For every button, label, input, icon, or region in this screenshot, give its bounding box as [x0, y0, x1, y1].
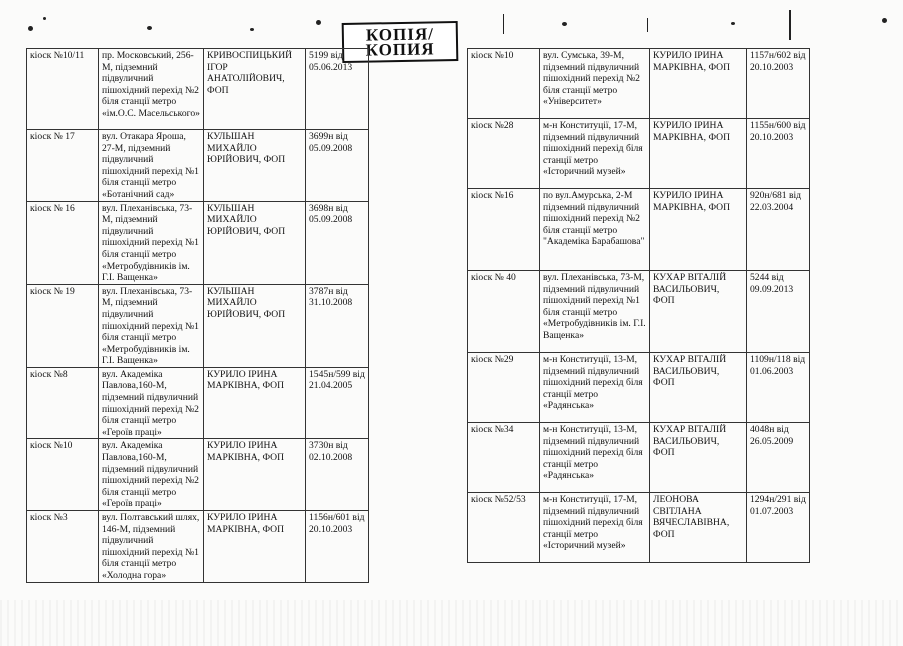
kiosk-cell: кіоск №34 — [468, 423, 540, 493]
scan-speck — [28, 26, 33, 31]
table-row — [468, 119, 810, 189]
contract-cell: 1294н/291 від 01.07.2003 — [747, 493, 810, 563]
contract-cell: 3787н від 31.10.2008 — [306, 284, 369, 367]
owner-cell: КРИВОСПИЦЬКИЙ ІГОР АНАТОЛІЙОВИЧ, ФОП — [204, 49, 306, 130]
scan-speck — [882, 18, 887, 23]
contract-cell: 1155н/600 від 20.10.2003 — [747, 119, 810, 189]
owner-cell: ЛЕОНОВА СВІТЛАНА ВЯЧЕСЛАВІВНА, ФОП — [650, 493, 747, 563]
address-cell: вул. Академіка Павлова,160-М, підземний підвуличний пішохідний перехід №2 біля станції метро «Героїв праці» — [99, 367, 204, 439]
kiosk-cell: кіоск №3 — [27, 511, 99, 583]
address-cell: м-н Конституції, 13-М, підземний підвуличний пішохідний перехід біля станції метро «Радянська» — [540, 353, 650, 423]
scan-mark — [647, 18, 648, 32]
kiosk-cell: кіоск №28 — [468, 119, 540, 189]
kiosk-cell: кіоск №8 — [27, 367, 99, 439]
scan-speck — [316, 20, 321, 25]
table-row — [468, 189, 810, 271]
address-cell: вул. Отакара Яроша, 27-М, підземний підвуличний пішохідний перехід №1 біля станції метро «Ботанічний сад» — [99, 130, 204, 202]
table-row — [468, 353, 810, 423]
address-cell: м-н Конституції, 13-М, підземний підвуличний пішохідний перехід біля станції метро «Радянська» — [540, 423, 650, 493]
kiosk-cell: кіоск №10/11 — [27, 49, 99, 130]
table-row — [27, 130, 369, 202]
table-row — [27, 511, 369, 583]
kiosk-cell: кіоск № 16 — [27, 201, 99, 284]
kiosk-cell: кіоск №10 — [27, 439, 99, 511]
address-cell: по вул.Амурська, 2-М підземний підвуличний пішохідний перехід №2 біля станції метро "Академіка Барабашова" — [540, 189, 650, 271]
kiosk-cell: кіоск № 40 — [468, 271, 540, 353]
owner-cell: КУРИЛО ІРИНА МАРКІВНА, ФОП — [650, 49, 747, 119]
contract-cell: 3699н від 05.09.2008 — [306, 130, 369, 202]
stamp-line-1: КОПІЯ/ — [365, 24, 435, 45]
table-row — [468, 49, 810, 119]
table-row — [468, 271, 810, 353]
kiosk-cell: кіоск № 19 — [27, 284, 99, 367]
owner-cell: КУРИЛО ІРИНА МАРКІВНА, ФОП — [650, 189, 747, 271]
scan-speck — [147, 26, 152, 30]
address-cell: вул. Плеханівська, 73-М, підземний підвуличний пішохідний перехід №1 біля станції метро «Метробудівників ім. Г.І. Ващенка» — [99, 284, 204, 367]
scan-speck — [562, 22, 567, 26]
owner-cell: КУРИЛО ІРИНА МАРКІВНА, ФОП — [204, 439, 306, 511]
contract-cell: 3730н від 02.10.2008 — [306, 439, 369, 511]
owner-cell: КУЛЬШАН МИХАЙЛО ЮРІЙОВИЧ, ФОП — [204, 284, 306, 367]
contract-cell: 1157н/602 від 20.10.2003 — [747, 49, 810, 119]
table-row — [27, 49, 369, 130]
kiosk-cell: кіоск №16 — [468, 189, 540, 271]
table-row — [27, 367, 369, 439]
contract-cell: 3698н від 05.09.2008 — [306, 201, 369, 284]
owner-cell: КУЛЬШАН МИХАЙЛО ЮРІЙОВИЧ, ФОП — [204, 130, 306, 202]
scan-speck — [731, 22, 735, 25]
owner-cell: КУЛЬШАН МИХАЙЛО ЮРІЙОВИЧ, ФОП — [204, 201, 306, 284]
owner-cell: КУХАР ВІТАЛІЙ ВАСИЛЬОВИЧ, ФОП — [650, 423, 747, 493]
table-row — [27, 284, 369, 367]
contract-cell: 1156н/601 від 20.10.2003 — [306, 511, 369, 583]
table-row — [468, 423, 810, 493]
kiosk-cell: кіоск №29 — [468, 353, 540, 423]
scan-speck — [43, 17, 46, 20]
address-cell: вул. Академіка Павлова,160-М, підземний підвуличний пішохідний перехід №2 біля станції метро «Героїв праці» — [99, 439, 204, 511]
scan-noise — [0, 600, 903, 646]
owner-cell: КУРИЛО ІРИНА МАРКІВНА, ФОП — [204, 367, 306, 439]
contract-cell: 5199 від 05.06.2013 — [306, 49, 369, 130]
address-cell: м-н Конституції, 17-М, підземний підвуличний пішохідний перехід біля станції метро «Історичний музей» — [540, 119, 650, 189]
owner-cell: КУХАР ВІТАЛІЙ ВАСИЛЬОВИЧ, ФОП — [650, 353, 747, 423]
contract-cell: 4048н від 26.05.2009 — [747, 423, 810, 493]
address-cell: вул. Плеханівська, 73-М, підземний підвуличний пішохідний перехід №1 біля станції метро «Метробудівників ім. Г.І. Ващенка» — [99, 201, 204, 284]
kiosk-table-right — [467, 48, 810, 563]
address-cell: пр. Московський, 256-М, підземний підвуличний пішохідний перехід №2 біля станції метро «ім.О.С. Масельського» — [99, 49, 204, 130]
address-cell: вул. Полтавський шлях, 146-М, підземний підвуличний пішохідний перехід №1 біля станції метро «Холодна гора» — [99, 511, 204, 583]
kiosk-cell: кіоск № 17 — [27, 130, 99, 202]
scan-speck — [250, 28, 254, 31]
scan-mark — [789, 10, 791, 40]
contract-cell: 1109н/118 від 01.06.2003 — [747, 353, 810, 423]
table-row — [27, 201, 369, 284]
address-cell: м-н Конституції, 17-М, підземний підвуличний пішохідний перехід біля станції метро «Історичний музей» — [540, 493, 650, 563]
kiosk-cell: кіоск №10 — [468, 49, 540, 119]
address-cell: вул. Плеханівська, 73-М, підземний підвуличний пішохідний перехід №1 біля станції метро «Метробудівників ім. Г.І. Ващенка» — [540, 271, 650, 353]
table-row — [468, 493, 810, 563]
kiosk-cell: кіоск №52/53 — [468, 493, 540, 563]
owner-cell: КУРИЛО ІРИНА МАРКІВНА, ФОП — [650, 119, 747, 189]
contract-cell: 1545н/599 від 21.04.2005 — [306, 367, 369, 439]
owner-cell: КУРИЛО ІРИНА МАРКІВНА, ФОП — [204, 511, 306, 583]
scan-mark — [503, 14, 504, 34]
contract-cell: 920н/681 від 22.03.2004 — [747, 189, 810, 271]
owner-cell: КУХАР ВІТАЛІЙ ВАСИЛЬОВИЧ, ФОП — [650, 271, 747, 353]
address-cell: вул. Сумська, 39-М, підземний підвуличний пішохідний перехід №2 біля станції метро «Університет» — [540, 49, 650, 119]
kiosk-table-left — [26, 48, 369, 583]
contract-cell: 5244 від 09.09.2013 — [747, 271, 810, 353]
table-row — [27, 439, 369, 511]
stamp-line-2: КОПИЯ — [365, 39, 435, 60]
